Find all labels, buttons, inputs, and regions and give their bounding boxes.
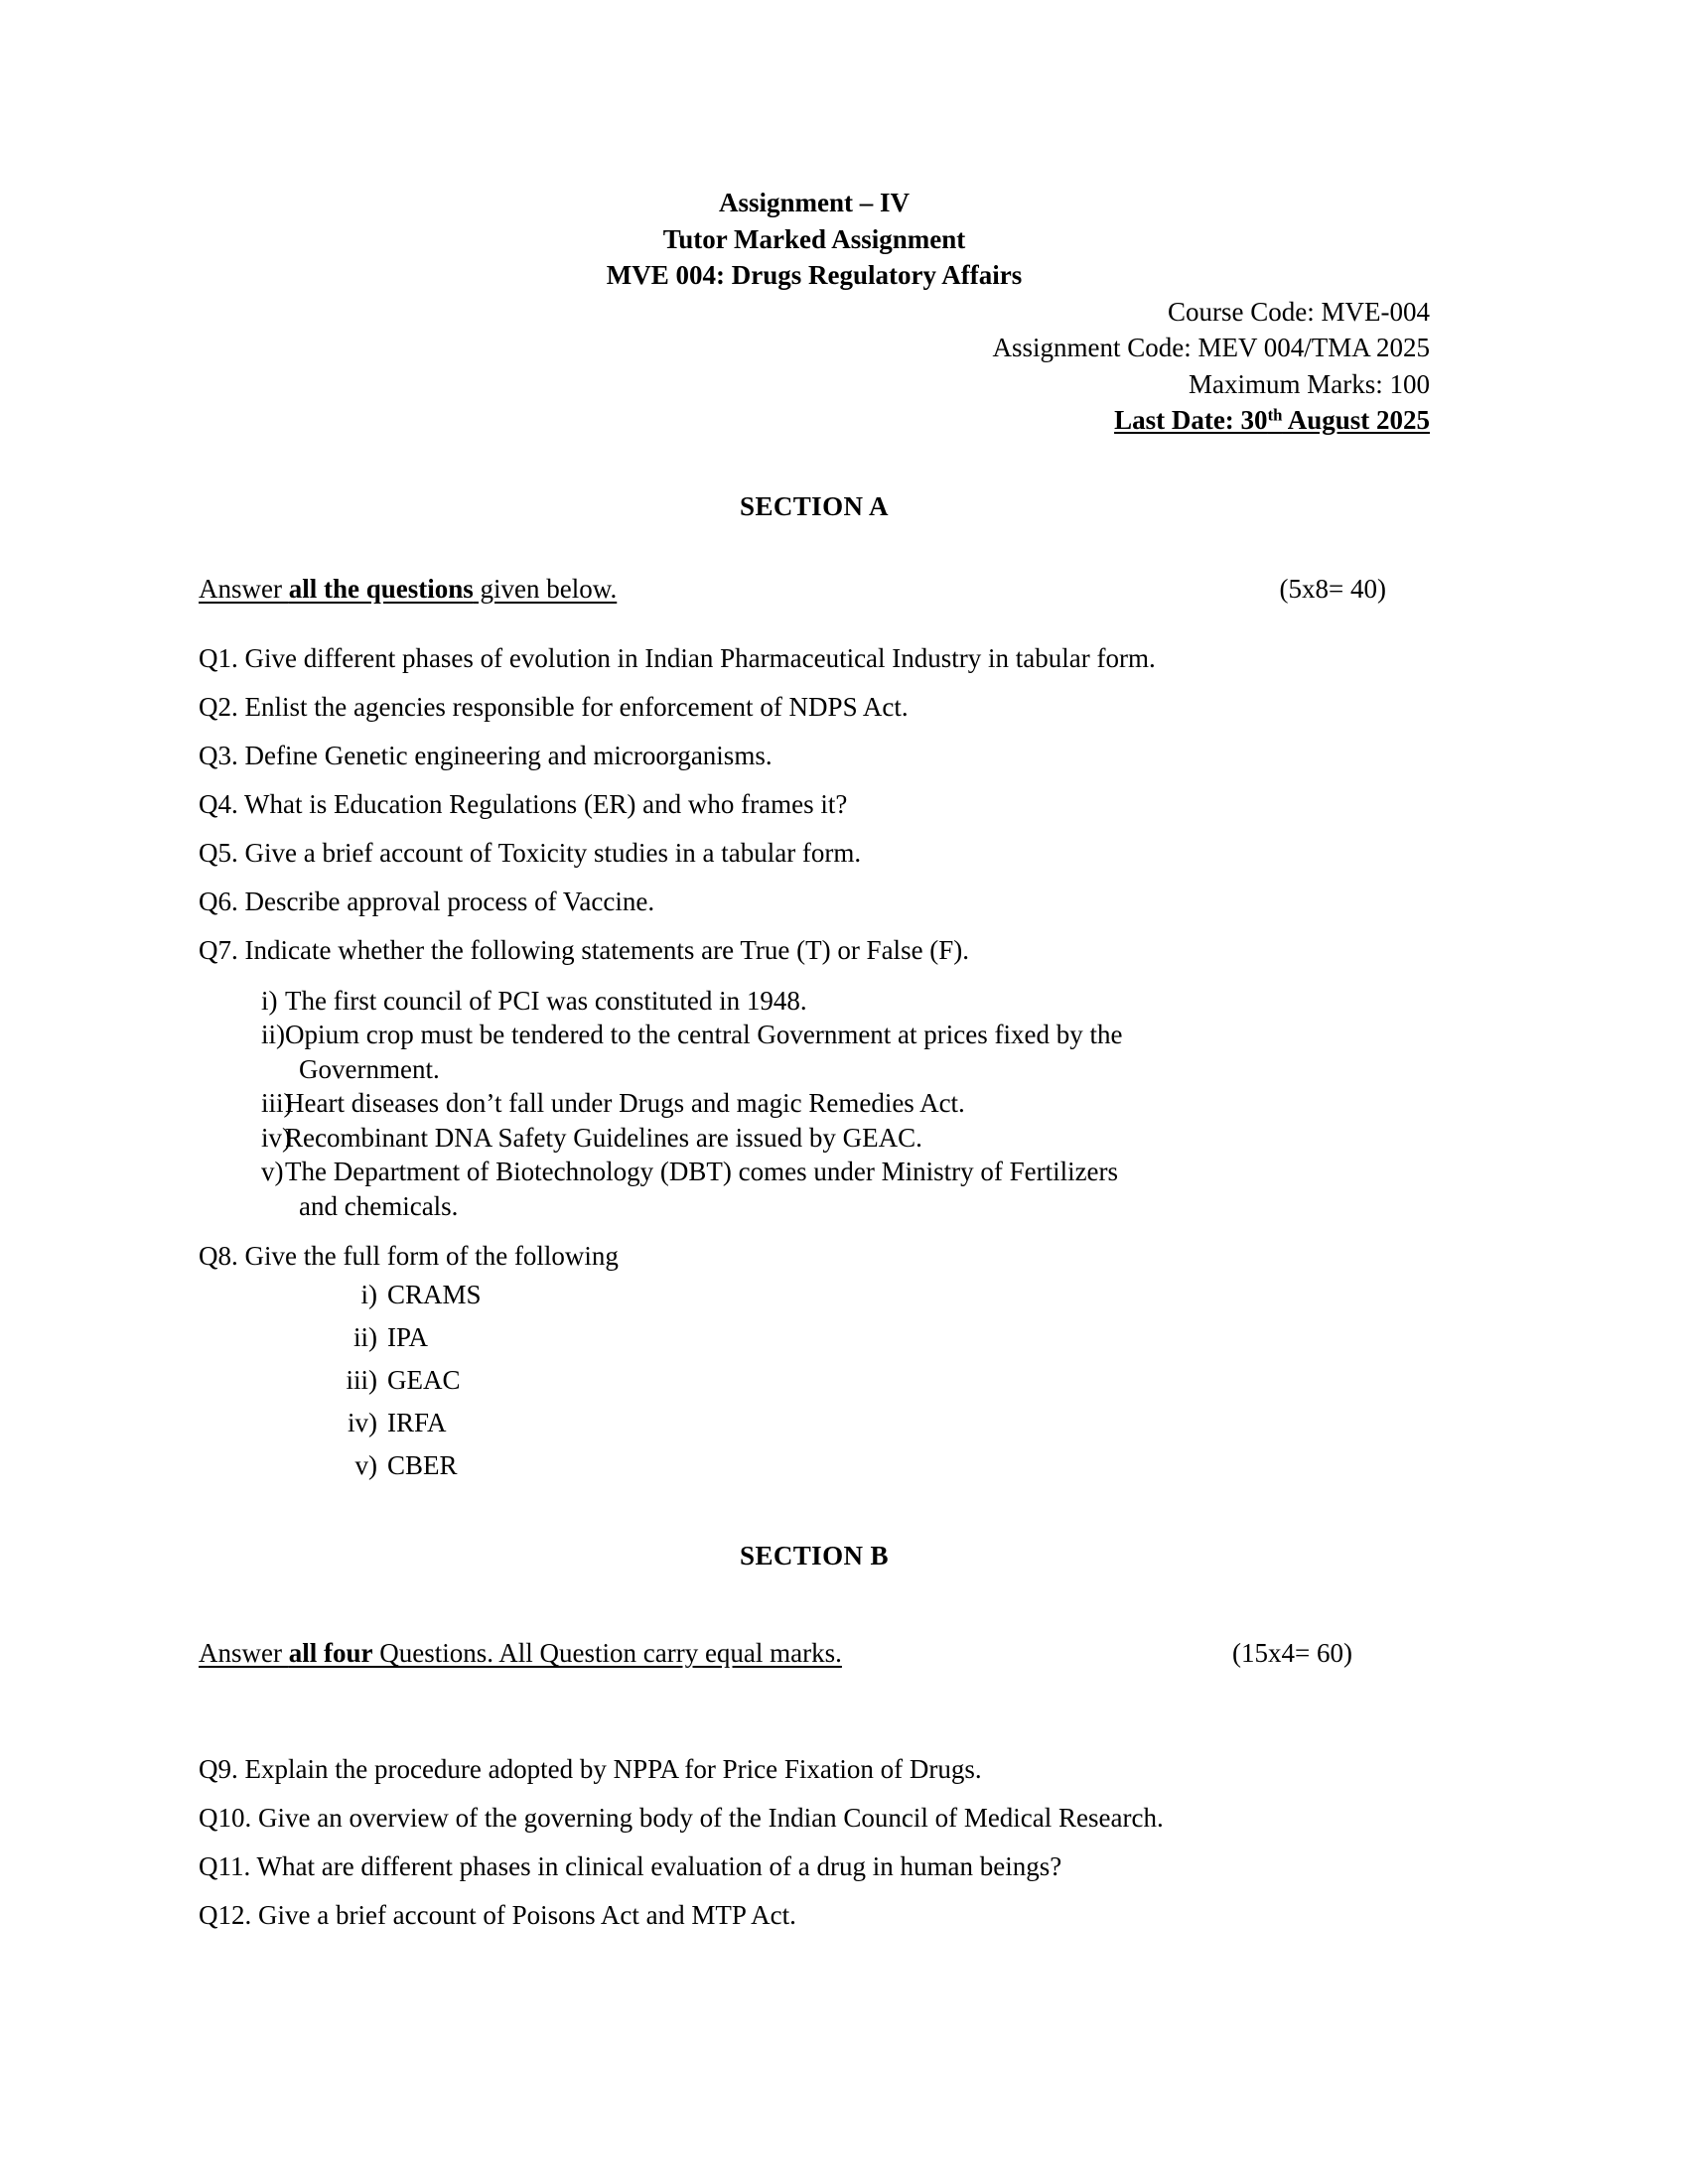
question-q2: Q2. Enlist the agencies responsible for enforcement of NDPS Act. xyxy=(199,691,909,722)
section-b-instruction-text xyxy=(199,1638,842,1669)
question-q12: Q12. Give a brief account of Poisons Act and MTP Act. xyxy=(199,1900,796,1930)
question-q3: Q3. Define Genetic engineering and microorganisms. xyxy=(199,740,773,770)
list-item xyxy=(199,1444,1430,1487)
list-item xyxy=(199,1086,1430,1121)
title-line-course: MVE 004: Drugs Regulatory Affairs xyxy=(606,260,1023,290)
instruction-b-pre: Answer xyxy=(199,1638,289,1668)
section-a-instruction-row xyxy=(199,574,1430,605)
instruction-a-bold: all the questions xyxy=(288,573,474,604)
list-item xyxy=(199,1316,1430,1359)
q8-item-marker: v) xyxy=(354,1450,377,1480)
q8-item-text: CBER xyxy=(387,1450,458,1480)
section-a-instruction-text xyxy=(199,574,617,605)
q7-item-text xyxy=(283,1018,1430,1086)
last-date-suffix: August 2025 xyxy=(1282,405,1430,435)
q7-item-text xyxy=(283,984,1430,1019)
list-item xyxy=(199,1402,1430,1444)
question-q5: Q5. Give a brief account of Toxicity studies in a tabular form. xyxy=(199,837,862,868)
q8-item-text: IPA xyxy=(387,1322,429,1352)
q7-item-text xyxy=(283,1086,1430,1121)
q7-item-line1: Recombinant DNA Safety Guidelines are issued by GEAC. xyxy=(285,1122,922,1153)
list-item xyxy=(199,1018,1430,1086)
q7-item-line1: The first council of PCI was constituted in 1948. xyxy=(285,985,807,1016)
q8-item-marker: ii) xyxy=(353,1322,377,1352)
list-item xyxy=(199,1274,1430,1316)
q7-item-marker: iii) xyxy=(261,1088,293,1118)
q7-item-marker: iv) xyxy=(261,1122,291,1153)
section-a-marks: (5x8= 40) xyxy=(1279,573,1386,604)
section-b-heading: SECTION B xyxy=(740,1541,889,1570)
question-q10: Q10. Give an overview of the governing body of the Indian Council of Medical Research. xyxy=(199,1803,1164,1833)
document-title-block xyxy=(199,185,1430,294)
section-b-instruction-row xyxy=(199,1638,1430,1669)
q7-item-text xyxy=(283,1121,1430,1156)
question-q11: Q11. What are different phases in clinical evaluation of a drug in human beings? xyxy=(199,1851,1062,1881)
title-line-assignment: Assignment – IV xyxy=(718,188,911,217)
section-a-heading: SECTION A xyxy=(740,490,889,521)
list-item xyxy=(199,1155,1430,1223)
list-item xyxy=(199,1121,1430,1156)
list-item xyxy=(199,984,1430,1019)
course-code: Course Code: MVE-004 xyxy=(1168,296,1430,327)
q8-item-text: GEAC xyxy=(387,1365,461,1395)
q8-item-text: IRFA xyxy=(387,1408,447,1437)
section-b-marks: (15x4= 60) xyxy=(1232,1638,1352,1668)
list-item xyxy=(199,1359,1430,1402)
q7-item-marker: v) xyxy=(261,1157,284,1186)
maximum-marks: Maximum Marks: 100 xyxy=(1189,368,1430,399)
instruction-b-post: Questions. All Question carry equal marks. xyxy=(372,1638,842,1668)
instruction-a-pre: Answer xyxy=(199,573,289,604)
q8-item-marker: iv) xyxy=(348,1408,377,1437)
last-date xyxy=(199,402,1430,439)
question-q4: Q4. What is Education Regulations (ER) and who frames it? xyxy=(199,788,848,819)
q8-item-text: CRAMS xyxy=(387,1280,482,1309)
question-q1: Q1. Give different phases of evolution in Indian Pharmaceutical Industry in tabular form. xyxy=(199,642,1156,673)
q8-acronym-list xyxy=(199,1274,1430,1487)
question-q6: Q6. Describe approval process of Vaccine. xyxy=(199,886,655,916)
q8-item-marker: i) xyxy=(360,1280,377,1309)
instruction-a-post: given below. xyxy=(473,573,618,604)
q7-item-marker: ii) xyxy=(261,1020,285,1049)
title-line-tma: Tutor Marked Assignment xyxy=(662,223,966,254)
assignment-code: Assignment Code: MEV 004/TMA 2025 xyxy=(992,333,1430,362)
q7-item-line1: Opium crop must be tendered to the central Government at prices fixed by the xyxy=(285,1020,1123,1049)
q7-item-line2: Government. xyxy=(299,1053,440,1084)
last-date-prefix: Last Date: 30 xyxy=(1114,405,1268,435)
document-meta-block xyxy=(199,294,1430,439)
q7-item-text xyxy=(283,1155,1430,1223)
instruction-b-bold: all four xyxy=(288,1638,373,1668)
q7-statement-list xyxy=(199,984,1430,1224)
q7-item-marker: i) xyxy=(261,985,278,1016)
question-q7: Q7. Indicate whether the following statements are True (T) or False (F). xyxy=(199,934,970,965)
q7-item-line1: Heart diseases don’t fall under Drugs and magic Remedies Act. xyxy=(285,1088,965,1118)
question-q9: Q9. Explain the procedure adopted by NPPA for Price Fixation of Drugs. xyxy=(199,1754,982,1784)
document-content xyxy=(199,185,1430,1932)
q8-item-marker: iii) xyxy=(346,1365,377,1395)
last-date-ordinal-suffix: th xyxy=(1267,405,1283,425)
question-q8: Q8. Give the full form of the following xyxy=(199,1241,619,1271)
q7-item-line1: The Department of Biotechnology (DBT) comes under Ministry of Fertilizers xyxy=(285,1157,1119,1186)
q7-item-line2: and chemicals. xyxy=(299,1190,459,1221)
